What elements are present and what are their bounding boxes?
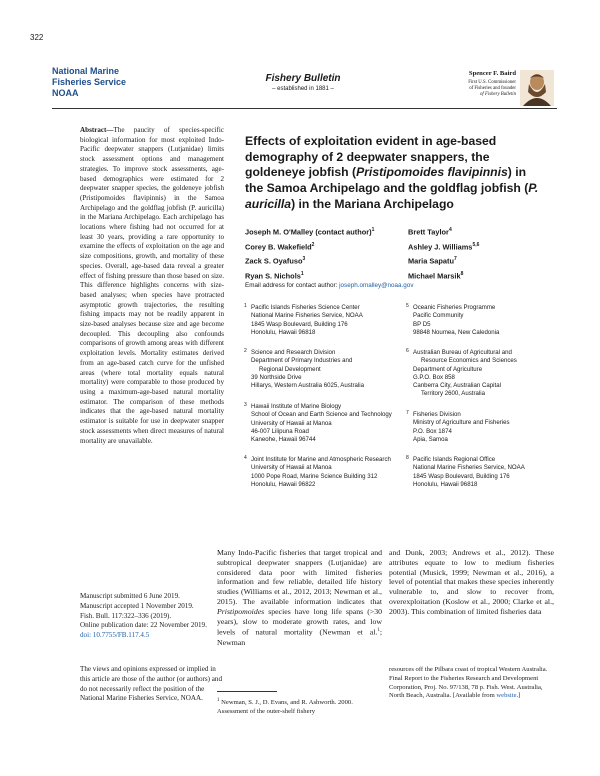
affiliation-number: 5 bbox=[406, 303, 409, 309]
footnote-continued bbox=[389, 666, 554, 701]
author-name: Ryan S. Nichols bbox=[245, 271, 301, 281]
affiliation-line: 1845 Wasp Boulevard, Building 176 bbox=[251, 320, 348, 328]
submitted-date: Manuscript submitted 6 June 2019. bbox=[80, 592, 180, 600]
author bbox=[408, 239, 479, 254]
affiliation-line: Resource Economics and Sciences bbox=[421, 357, 517, 365]
affiliation-1 bbox=[244, 303, 411, 337]
baird-caption-1: First U.S. Commissioner bbox=[468, 80, 516, 85]
affiliation-line: Territory 2600, Australia bbox=[421, 390, 486, 398]
intro-species: Pristipomoides bbox=[217, 606, 265, 616]
author-name: Maria Sapatu bbox=[408, 256, 455, 266]
affiliation-line: BP D5 bbox=[413, 320, 431, 328]
baird-caption-2: of Fisheries and founder bbox=[469, 86, 516, 91]
affiliation-5 bbox=[406, 303, 573, 337]
affiliation-line: Department of Primary Industries and bbox=[251, 357, 353, 365]
affiliation-line: 1000 Pope Road, Marine Science Building 312 bbox=[251, 472, 378, 480]
affiliation-line: University of Hawaii at Manoa bbox=[251, 464, 332, 472]
affiliation-line: Pacific Islands Fisheries Science Center bbox=[251, 304, 360, 311]
abstract-text: The paucity of species-specific biological information for most exploited Indo-Pacific deepwater snappers (Lutjanidae) limits stock assessment options and management strategies. To improve stock assessments, age-based demographics were estimated for 2 deepwater snapper species, the goldeneye jobfish (Pristipomoides flavipinnis) in the Samoa Archipelago and the goldflag jobfish (P. auricilla) in the Mariana Archipelago. Each archipelago has locations where fishing had not occurred for at least 30 years, providing a rare opportunity to examine the effects of exploitation on the age and size compositions, growth, and mortality of these species. Overall, age-based data reveal a greater effect of fishing pressure than those based on size. This difference highlights concerns with size-based analyses; when species have protracted asymptotic growth trajectories, the resulting fishing impacts may not be readily apparent in size-based analyses because size and age become decoupled. This decoupling also confounds comparisons of growth among areas with different exploitation levels. Mortality estimates derived from an age-based catch curve for the unfished areas (where total mortality equals natural mortality) were comparable to those produced by using a maximum-age-based natural mortality estimator. The comparison of these methods indicates that the age-based natural mortality estimator is suitable for use in deepwater snapper stock assessments when direct measures of natural mortality are unavailable. bbox=[80, 126, 224, 445]
abstract bbox=[80, 126, 224, 446]
affiliation-line: University of Hawaii at Manoa bbox=[251, 419, 332, 427]
affiliation-number: 8 bbox=[406, 455, 409, 461]
authors-right bbox=[408, 224, 479, 283]
affiliation-line: Honolulu, Hawaii 96818 bbox=[251, 328, 316, 336]
affiliation-3 bbox=[244, 402, 416, 444]
affiliation-number: 6 bbox=[406, 348, 409, 354]
baird-header bbox=[442, 70, 554, 110]
baird-caption-3: of Fishery Bulletin bbox=[480, 92, 516, 97]
baird-name: Spencer F. Baird bbox=[468, 70, 516, 77]
footnote-number: 1 bbox=[217, 698, 220, 703]
agency-line-3: NOAA bbox=[52, 88, 79, 98]
authors-left bbox=[245, 224, 374, 283]
affiliation-line: Joint Institute for Marine and Atmospheric Research bbox=[251, 456, 391, 463]
intro-text-2: species have long life spans (>30 years), slow to moderate growth rates, and low levels of natural mortality (Newman et al. bbox=[217, 606, 382, 637]
title-species-2: P. auricilla bbox=[245, 181, 539, 211]
footnote-text: Newman, S. J., D. Evans, and R. Ashworth. 2000. Assessment of the outer-shelf fishery bbox=[217, 699, 353, 715]
affiliation-line: Oceanic Fisheries Programme bbox=[413, 304, 496, 311]
affiliation-line: Honolulu, Hawaii 96822 bbox=[251, 480, 316, 488]
affiliation-line: 46-007 Lilipuna Road bbox=[251, 427, 309, 435]
affiliation-8 bbox=[406, 455, 573, 489]
author-sup: 1 bbox=[300, 271, 304, 278]
affiliation-6 bbox=[406, 348, 573, 399]
intro-text-1: Many Indo-Pacific fisheries that target tropical and subtropical deepwater snappers (Lutjanidae) are considered data poor with limited fisheries information and few reliable, detailed life history studies (Williams et al., 2012, 2013; Newman et al., 2015). The available information indicates that bbox=[217, 548, 382, 606]
affiliation-7 bbox=[406, 410, 573, 444]
author-sup: 5,6 bbox=[472, 241, 480, 248]
author-sup: 7 bbox=[454, 256, 457, 263]
accepted-date: Manuscript accepted 1 November 2019. bbox=[80, 601, 194, 610]
author-sup: 2 bbox=[311, 241, 315, 248]
agency-name bbox=[52, 66, 182, 99]
abstract-label: Abstract— bbox=[80, 126, 114, 134]
author-sup: 4 bbox=[448, 227, 452, 233]
affiliation-line: Department of Agriculture bbox=[413, 365, 483, 373]
affiliation-line: Australian Bureau of Agricultural and bbox=[413, 349, 512, 356]
affiliation-line: Honolulu, Hawaii 96818 bbox=[413, 480, 478, 488]
journal-title: Fishery Bulletin bbox=[265, 73, 341, 84]
affiliation-line: 39 Northside Drive bbox=[251, 373, 302, 381]
author bbox=[408, 268, 479, 283]
affiliation-line: Pacific Community bbox=[413, 312, 464, 320]
affiliation-line: Regional Development bbox=[259, 365, 321, 373]
author-sup: 8 bbox=[460, 271, 464, 278]
affiliation-line: Pacific Islands Regional Office bbox=[413, 456, 496, 463]
affiliation-line: National Marine Fisheries Service, NOAA bbox=[413, 464, 525, 472]
agency-line-1: National Marine bbox=[52, 66, 120, 76]
author bbox=[408, 224, 479, 239]
disclaimer: The views and opinions expressed or implied in this article are those of the author (or authors) and do not necessarily reflect the position of the National Marine Fisheries Service, NOAA. bbox=[80, 665, 223, 703]
online-date: Online publication date: 22 November 2019. bbox=[80, 621, 207, 630]
affiliation-line: 98848 Noumea, New Caledonia bbox=[413, 328, 500, 336]
author-sup: 1 bbox=[371, 227, 375, 233]
title-part-3: ) in the Mariana Archipelago bbox=[291, 196, 454, 211]
affiliation-line: Hillarys, Western Australia 6025, Australia bbox=[251, 382, 365, 390]
author-name: Joseph M. O'Malley (contact author) bbox=[245, 227, 372, 237]
journal-subtitle: – established in 1881 – bbox=[272, 86, 334, 92]
affiliation-number: 1 bbox=[244, 303, 247, 309]
affiliation-line: Ministry of Agriculture and Fisheries bbox=[413, 419, 510, 427]
page-number: 322 bbox=[30, 33, 44, 42]
footnote-end: .] bbox=[516, 692, 521, 700]
footnote bbox=[217, 697, 382, 717]
title-part-1: Effects of exploitation evident in age-based demography of 2 deepwater snappers, the goldeneye jobfish ( bbox=[245, 134, 497, 180]
author bbox=[408, 253, 479, 268]
agency-line-2: Fisheries Service bbox=[52, 77, 127, 87]
affiliation-4 bbox=[244, 455, 416, 489]
affiliation-line: Kaneohe, Hawaii 96744 bbox=[251, 436, 316, 444]
baird-caption bbox=[444, 80, 516, 98]
affiliation-line: Apia, Samoa bbox=[413, 435, 448, 443]
affiliation-number: 2 bbox=[244, 348, 247, 354]
affiliation-line: Canberra City, Australian Capital bbox=[413, 382, 501, 390]
email-label: Email address for contact author: bbox=[245, 282, 338, 289]
doi-link[interactable]: doi: 10.7755/FB.117.4.5 bbox=[80, 631, 150, 640]
footnote-cont-text: resources off the Pilbara coast of tropical Western Australia. Final Report to the Fisheries Research and Development Corporation, Proj. No. 97/138, 78 p. Fish. West. Australia, North Beach, Australia. [Available from bbox=[389, 666, 548, 700]
affiliation-line: National Marine Fisheries Service, NOAA bbox=[251, 312, 363, 320]
author-name: Ashley J. Williams bbox=[408, 242, 473, 252]
author-name: Michael Marsik bbox=[408, 271, 461, 281]
title-species-1: Pristipomoides flavipinnis bbox=[356, 165, 508, 180]
intro-paragraph bbox=[217, 548, 382, 648]
title-part-2: ) in the Samoa Archipelago and the goldflag jobfish ( bbox=[245, 165, 529, 196]
footnote-ref[interactable]: 1 bbox=[377, 628, 380, 634]
affiliation-line: Hawaii Institute of Marine Biology bbox=[251, 403, 342, 410]
author-name: Corey B. Wakefield bbox=[245, 242, 312, 252]
author-sup: 3 bbox=[302, 256, 306, 263]
intro-paragraph-col2: and Dunk, 2003; Andrews et al., 2012). These attributes equate to low to medium fisheries potential (Musick, 1999; Newman et al., 2016), a level of potential that makes these species inherently vulnerable to, and slow to recover from, overexploitation (Koslow et al., 2000; Clarke et al., 2003). This combination of limited fisheries data bbox=[389, 548, 554, 616]
email-link[interactable]: joseph.omalley@noaa.gov bbox=[339, 282, 414, 289]
baird-portrait-image bbox=[520, 70, 554, 106]
author-name: Brett Taylor bbox=[408, 227, 449, 237]
affiliation-number: 3 bbox=[244, 402, 247, 408]
affiliation-line: School of Ocean and Earth Science and Technology bbox=[251, 411, 392, 419]
author bbox=[245, 239, 374, 254]
contact-email bbox=[245, 282, 413, 289]
affiliation-line: Fisheries Division bbox=[413, 411, 461, 418]
affiliation-line: 1845 Wasp Boulevard, Building 176 bbox=[413, 472, 510, 480]
author-name: Zack S. Oyafuso bbox=[245, 256, 303, 266]
article-title bbox=[245, 134, 545, 213]
affiliation-line: Science and Research Division bbox=[251, 349, 336, 356]
affiliation-line: G.P.O. Box 858 bbox=[413, 373, 455, 381]
affiliation-number: 4 bbox=[244, 455, 247, 461]
affiliation-2 bbox=[244, 348, 411, 390]
citation: Fish. Bull. 117:322–336 (2019). bbox=[80, 611, 172, 620]
footnote-rule bbox=[217, 691, 277, 692]
header-rule bbox=[52, 108, 557, 109]
author bbox=[245, 268, 374, 283]
author bbox=[245, 253, 374, 268]
manuscript-dates bbox=[80, 592, 230, 641]
affiliation-line: P.O. Box 1874 bbox=[413, 427, 452, 435]
footnote-website-link[interactable]: website bbox=[496, 692, 517, 700]
journal-established: established in 1881 bbox=[277, 86, 329, 92]
intro-text-3: ; Newman bbox=[217, 627, 382, 647]
author bbox=[245, 224, 374, 239]
affiliation-number: 7 bbox=[406, 410, 409, 416]
